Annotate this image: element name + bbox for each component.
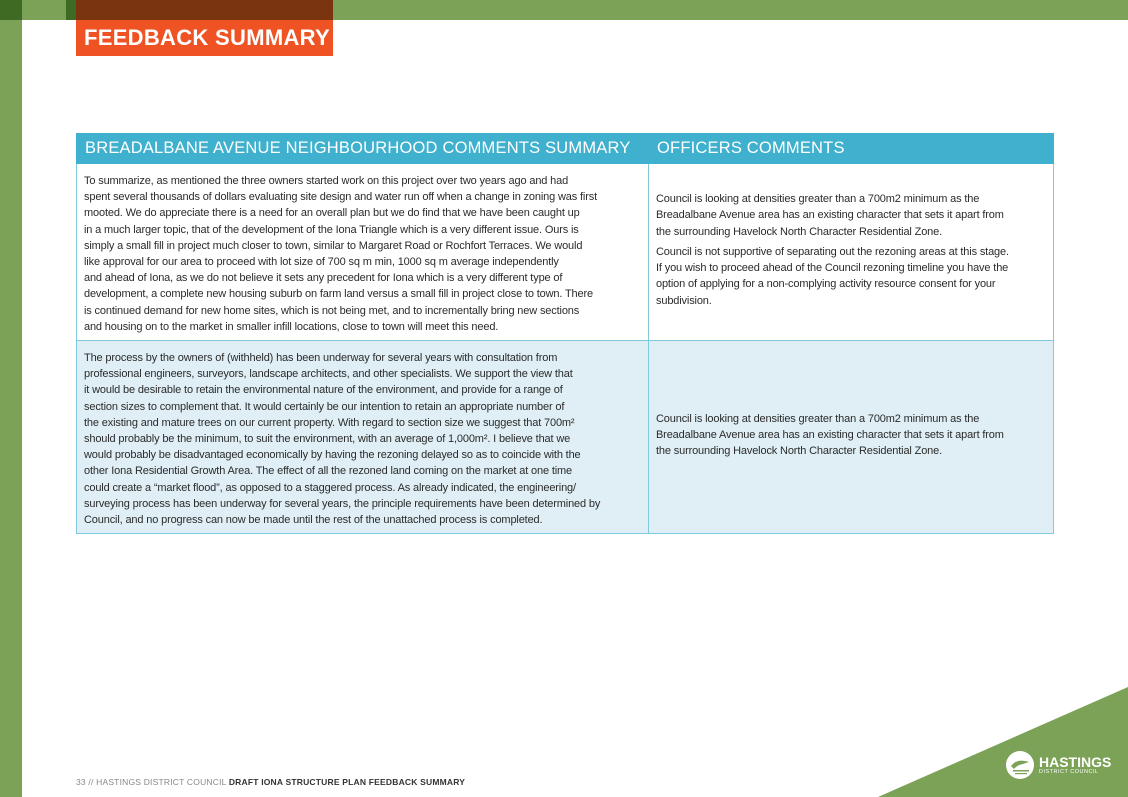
officer-line: the surrounding Havelock North Character Residential Zone. (656, 445, 943, 458)
officer-line: If you wish to proceed ahead of the Council rezoning timeline you have the (656, 262, 1009, 275)
comment-line: simply a small fill in project much closer to town, similar to Margaret Road or Rochfort Terraces. We would (84, 239, 583, 252)
footer (76, 777, 465, 787)
accent-block (66, 0, 76, 20)
comment-line: like approval for our area to proceed with lot size of 700 sq m min, 1000 sq m average independently (84, 256, 559, 269)
comment-line: and ahead of Iona, as we do not believe it sets any precedent for Iona which is a very different type of (84, 272, 563, 285)
footer-organisation: HASTINGS DISTRICT COUNCIL (96, 777, 227, 787)
comment-line: and housing on to the market in smaller infill locations, close to town will meet this need. (84, 320, 499, 333)
page-number: 33 (76, 777, 86, 787)
title-tab-top (76, 0, 333, 20)
comments-table (76, 133, 1054, 534)
comment-line: mooted. We do appreciate there is a need for an overall plan but we do find that we have been caught up (84, 207, 580, 220)
footer-document-title: DRAFT IONA STRUCTURE PLAN FEEDBACK SUMMARY (228, 777, 466, 787)
officer-line: subdivision. (656, 294, 712, 307)
officer-comment-cell (649, 341, 1054, 534)
comment-line: it would be desirable to retain the environmental nature of the environment, and provide for a range of (84, 384, 563, 397)
comment-line: could create a “market flood”, as opposed to a staggered process. As already indicated, the engineering/ (84, 481, 576, 494)
page-title: FEEDBACK SUMMARY (76, 20, 333, 56)
footer-separator: // (88, 777, 94, 787)
comment-line: section sizes to complement that. It would certainly be our intention to retain an appropriate number of (84, 400, 565, 413)
officer-comment-cell (649, 164, 1054, 341)
comment-cell (77, 341, 649, 534)
officer-paragraph (656, 411, 1046, 460)
table-header-row (77, 134, 1054, 164)
officer-paragraph (656, 191, 1046, 240)
officer-paragraph (656, 244, 1046, 309)
header-neighbourhood-comments: BREADALBANE AVENUE NEIGHBOURHOOD COMMENTS SUMMARY (77, 134, 649, 164)
comment-line: professional engineers, surveyors, landscape architects, and other specialists. We support the view that (84, 368, 573, 381)
officer-line: Council is looking at densities greater than a 700m2 minimum as the (656, 193, 980, 206)
comment-line: development, a complete new housing suburb on farm land versus a small fill in project close to town. There (84, 288, 593, 301)
logo-name: HASTINGS (1039, 754, 1112, 770)
officer-line: Council is looking at densities greater than a 700m2 minimum as the (656, 412, 980, 425)
hastings-logo (1005, 750, 1111, 780)
officer-line: Breadalbane Avenue area has an existing character that sets it apart from (656, 209, 1004, 222)
corner-green-triangle (878, 687, 1128, 797)
comment-line: surveying process has been underway for several years, the principle requirements have been determined by (84, 497, 601, 510)
comment-line: would probably be disadvantaged economically by having the rezoning delayed so as to coincide with the (84, 449, 581, 462)
comment-line: should probably be the minimum, to suit the environment, with an average of 1,000m². I believe that we (84, 433, 571, 446)
logo-subtitle: DISTRICT COUNCIL (1039, 769, 1099, 775)
officer-line: the surrounding Havelock North Character Residential Zone. (656, 225, 943, 238)
comment-line: in a much larger topic, that of the development of the Iona Triangle which is a very different issue. Ours is (84, 223, 579, 236)
table-row (77, 164, 1054, 341)
officer-line: Council is not supportive of separating out the rezoning areas at this stage. (656, 245, 1009, 258)
left-green-strip (0, 0, 22, 797)
officer-line: option of applying for a non-complying activity resource consent for your (656, 278, 996, 291)
comment-line: the existing and mature trees on our current property. With regard to section size we suggest that 700m² (84, 416, 575, 429)
header-officers-comments: OFFICERS COMMENTS (649, 134, 1054, 164)
logo-emblem-icon (1005, 750, 1035, 780)
comment-line: The process by the owners of (withheld) has been underway for several years with consultation from (84, 352, 558, 364)
table-row (77, 341, 1054, 534)
comment-line: spent several thousands of dollars evaluating site design and water run off when a change in zoning was first (84, 191, 597, 204)
comment-cell (77, 164, 649, 341)
corner-block (0, 0, 22, 20)
comment-line: is continued demand for new home sites, which is not being met, and to incrementally bring new sections (84, 304, 580, 317)
officer-line: Breadalbane Avenue area has an existing character that sets it apart from (656, 428, 1004, 441)
comment-line: other Iona Residential Growth Area. The effect of all the rezoned land coming on the market at one time (84, 465, 572, 478)
comment-line: To summarize, as mentioned the three owners started work on this project over two years ago and had (84, 175, 569, 187)
comment-line: Council, and no progress can now be made until the rest of the unattached process is completed. (84, 514, 543, 527)
